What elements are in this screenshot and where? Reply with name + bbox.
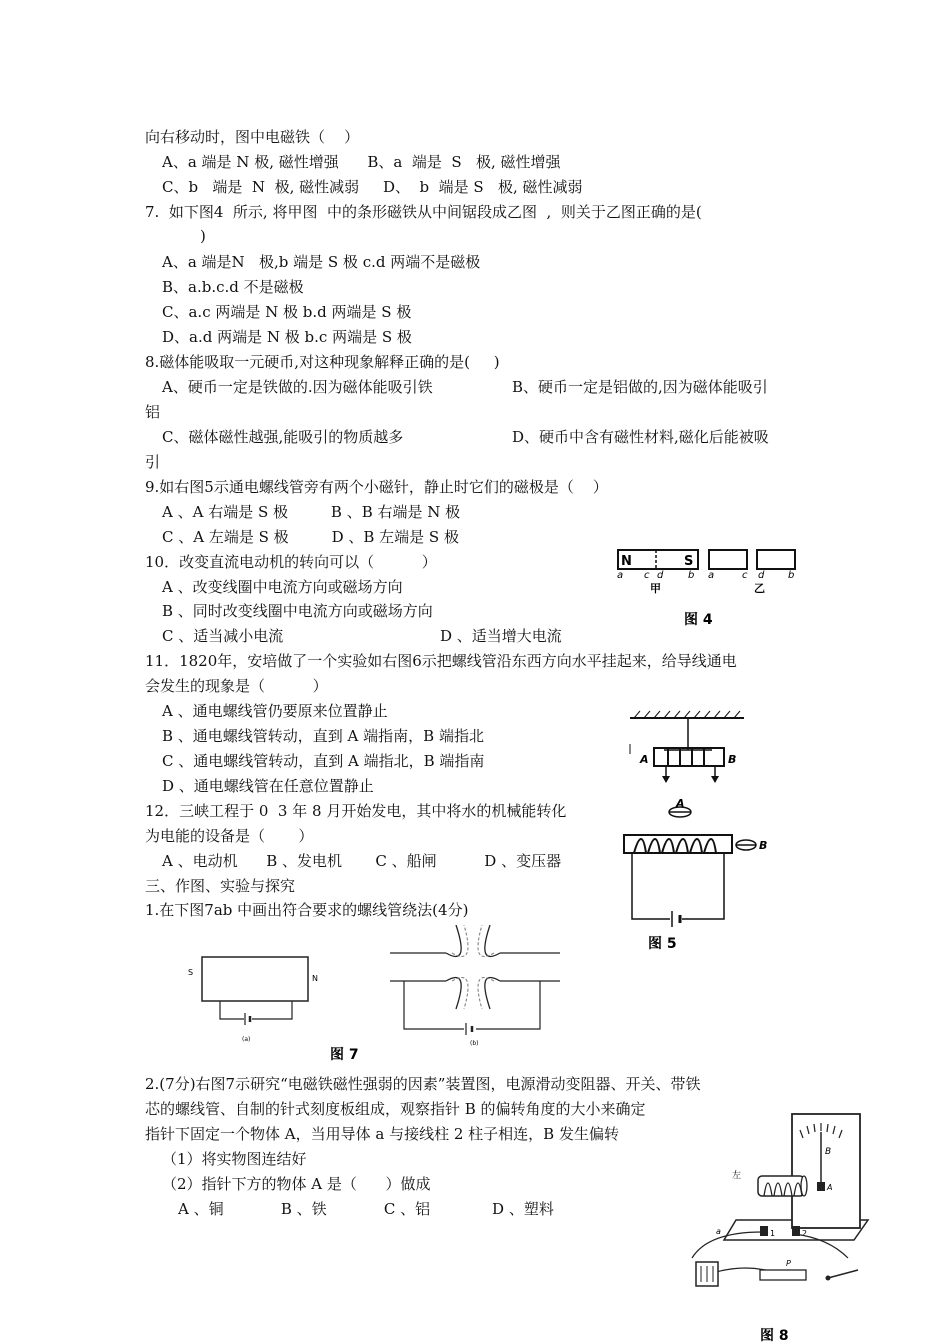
q7-stem-end: ) bbox=[200, 227, 206, 245]
fig8-switch bbox=[828, 1270, 858, 1278]
p2-line3: 指针下固定一个物体 A，当用导体 a 与接线柱 2 柱子相连，B 发生偏转 bbox=[145, 1125, 619, 1143]
q11-stem: 11．1820年，安培做了一个实验如右图6示把螺线管沿东西方向水平挂起来，给导线通电 bbox=[145, 652, 737, 670]
half-magnet-left bbox=[709, 550, 747, 569]
figure-5 bbox=[618, 795, 778, 955]
q12-stem-wrap: 为电能的设备是（ ） bbox=[145, 827, 314, 845]
q8-option-d: D、硬币中含有磁性材料,磁化后能被吸 bbox=[512, 428, 769, 446]
fig8-b-label: B bbox=[825, 1147, 832, 1157]
q11-option-c: C 、通电螺线管转动，直到 A 端指北，B 端指南 bbox=[162, 752, 485, 770]
fig7a-n-label: N bbox=[312, 974, 318, 983]
q11-option-b: B 、通电螺线管转动，直到 A 端指南，B 端指北 bbox=[162, 727, 484, 745]
fig5-b-label: B bbox=[759, 839, 768, 852]
p2-sub2: （2）指针下方的物体 A 是（ ）做成 bbox=[162, 1175, 431, 1193]
figure-7 bbox=[180, 925, 580, 1065]
figure-8-caption: 图 8 bbox=[760, 1328, 789, 1344]
q7-stem: 7. 如下图4 所示, 将甲图 中的条形磁铁从中间锯段成乙图 , 则关于乙图正确的是( bbox=[145, 203, 702, 221]
figure-5-caption: 图 5 bbox=[648, 936, 677, 952]
fig8-post-1-label: 1 bbox=[770, 1229, 776, 1238]
q7-option-b: B、a.b.c.d 不是磁极 bbox=[162, 278, 304, 296]
q8-stem: 8.磁体能吸取一元硬币,对这种现象解释正确的是( ) bbox=[145, 353, 500, 371]
fig7-sub-a: (a) bbox=[242, 1036, 251, 1043]
jia-a-label: a bbox=[617, 570, 624, 581]
yi-d-label: d bbox=[758, 570, 765, 581]
p2-line2: 芯的螺线管、自制的针式刻度板组成，观察指针 B 的偏转角度的大小来确定 bbox=[145, 1100, 646, 1118]
q7-option-c: C、a.c 两端是 N 极 b.d 两端是 S 极 bbox=[162, 303, 412, 321]
fig8-a-label: A bbox=[827, 1183, 833, 1192]
fig7a-s-label: S bbox=[188, 968, 194, 977]
q6-stem-tail: 向右移动时，图中电磁铁（ ） bbox=[145, 128, 360, 146]
fig6-a-label: A bbox=[640, 753, 649, 766]
jia-b-label: b bbox=[688, 570, 695, 581]
q10-option-d: D 、适当增大电流 bbox=[440, 627, 562, 645]
fig8-p-label: P bbox=[786, 1259, 791, 1268]
q8-option-b: B、硬币一定是铝做的,因为磁体能吸引 bbox=[512, 378, 768, 396]
q7-option-a: A、a 端是N 极,b 端是 S 极 c.d 两端不是磁极 bbox=[162, 253, 481, 271]
figure-8 bbox=[688, 1108, 888, 1344]
p2-sub1: （1）将实物图连结好 bbox=[162, 1150, 307, 1168]
fig8-post-1 bbox=[760, 1226, 768, 1236]
fig8-rheostat bbox=[760, 1270, 806, 1280]
fig8-a-wire-label: a bbox=[716, 1227, 721, 1236]
fig7-sub-b: (b) bbox=[470, 1040, 479, 1047]
jia-c-label: c bbox=[644, 570, 650, 581]
fig8-left-label: 左 bbox=[732, 1171, 742, 1181]
yi-a-label: a bbox=[708, 570, 715, 581]
q6-options-cd: C、b 端是 N 极, 磁性减弱 D、 b 端是 S 极, 磁性减弱 bbox=[162, 178, 583, 196]
fig8-post-2-label: 2 bbox=[802, 1229, 808, 1238]
figure-6 bbox=[620, 708, 750, 788]
fig8-object-a bbox=[817, 1182, 825, 1191]
fig7b-horseshoe bbox=[446, 925, 500, 1009]
q10-option-a: A 、改变线圈中电流方向或磁场方向 bbox=[162, 578, 403, 596]
q11-option-a: A 、通电螺线管仍要原来位置静止 bbox=[162, 702, 388, 720]
p1-stem: 1.在下图7ab 中画出符合要求的螺线管绕法(4分) bbox=[145, 901, 469, 919]
figure-7-caption: 图 7 bbox=[330, 1047, 359, 1063]
yi-caption: 乙 bbox=[754, 582, 765, 595]
p2-stem: 2.(7分)右图7示研究“电磁铁磁性强弱的因素”装置图，电源滑动变阻器、开关、带铁 bbox=[145, 1075, 701, 1093]
jia-d-label: d bbox=[657, 570, 664, 581]
q11-stem-wrap: 会发生的现象是（ ） bbox=[145, 677, 328, 695]
jia-caption: 甲 bbox=[650, 582, 661, 595]
q8-option-b-wrap: 铝 bbox=[145, 403, 161, 421]
q8-option-c: C、磁体磁性越强,能吸引的物质越多 bbox=[162, 428, 404, 446]
q10-option-b: B 、同时改变线圈中电流方向或磁场方向 bbox=[162, 602, 433, 620]
figure-4-caption: 图 4 bbox=[684, 612, 713, 628]
yi-c-label: c bbox=[742, 570, 748, 581]
q12-stem: 12．三峡工程于 0 3 年 8 月开始发电，其中将水的机械能转化 bbox=[145, 802, 567, 820]
fig7a-core bbox=[202, 957, 308, 1001]
q12-options: A 、电动机 B 、发电机 C 、船闸 D 、变压器 bbox=[162, 852, 562, 870]
fig5-a-label: A bbox=[676, 797, 685, 810]
yi-b-label: b bbox=[788, 570, 795, 581]
q10-option-c: C 、适当减小电流 bbox=[162, 627, 284, 645]
section-title: 三、作图、实验与探究 bbox=[145, 877, 296, 895]
fig6-b-label: B bbox=[728, 753, 737, 766]
q9-options-cd: C 、A 左端是 S 极 D 、B 左端是 S 极 bbox=[162, 528, 459, 546]
q9-stem: 9.如右图5示通电螺线管旁有两个小磁针，静止时它们的磁极是（ ） bbox=[145, 478, 608, 496]
figure-4 bbox=[612, 545, 802, 635]
q11-option-d: D 、通电螺线管在任意位置静止 bbox=[162, 777, 374, 795]
jia-n-label: N bbox=[621, 554, 632, 569]
q10-stem: 10．改变直流电动机的转向可以（ ） bbox=[145, 553, 437, 571]
q8-option-d-wrap: 引 bbox=[145, 453, 161, 471]
q8-option-a: A、硬币一定是铁做的.因为磁体能吸引铁 bbox=[162, 378, 433, 396]
q6-options-ab: A、a 端是 N 极, 磁性增强 B、a 端是 S 极, 磁性增强 bbox=[162, 153, 561, 171]
q7-option-d: D、a.d 两端是 N 极 b.c 两端是 S 极 bbox=[162, 328, 412, 346]
fig8-dial-board bbox=[792, 1114, 860, 1228]
half-magnet-right bbox=[757, 550, 795, 569]
jia-s-label: S bbox=[684, 554, 694, 569]
p2-options: A 、铜 B 、铁 C 、铝 D 、塑料 bbox=[178, 1200, 554, 1218]
q9-options-ab: A 、A 右端是 S 极 B 、B 右端是 N 极 bbox=[162, 503, 461, 521]
